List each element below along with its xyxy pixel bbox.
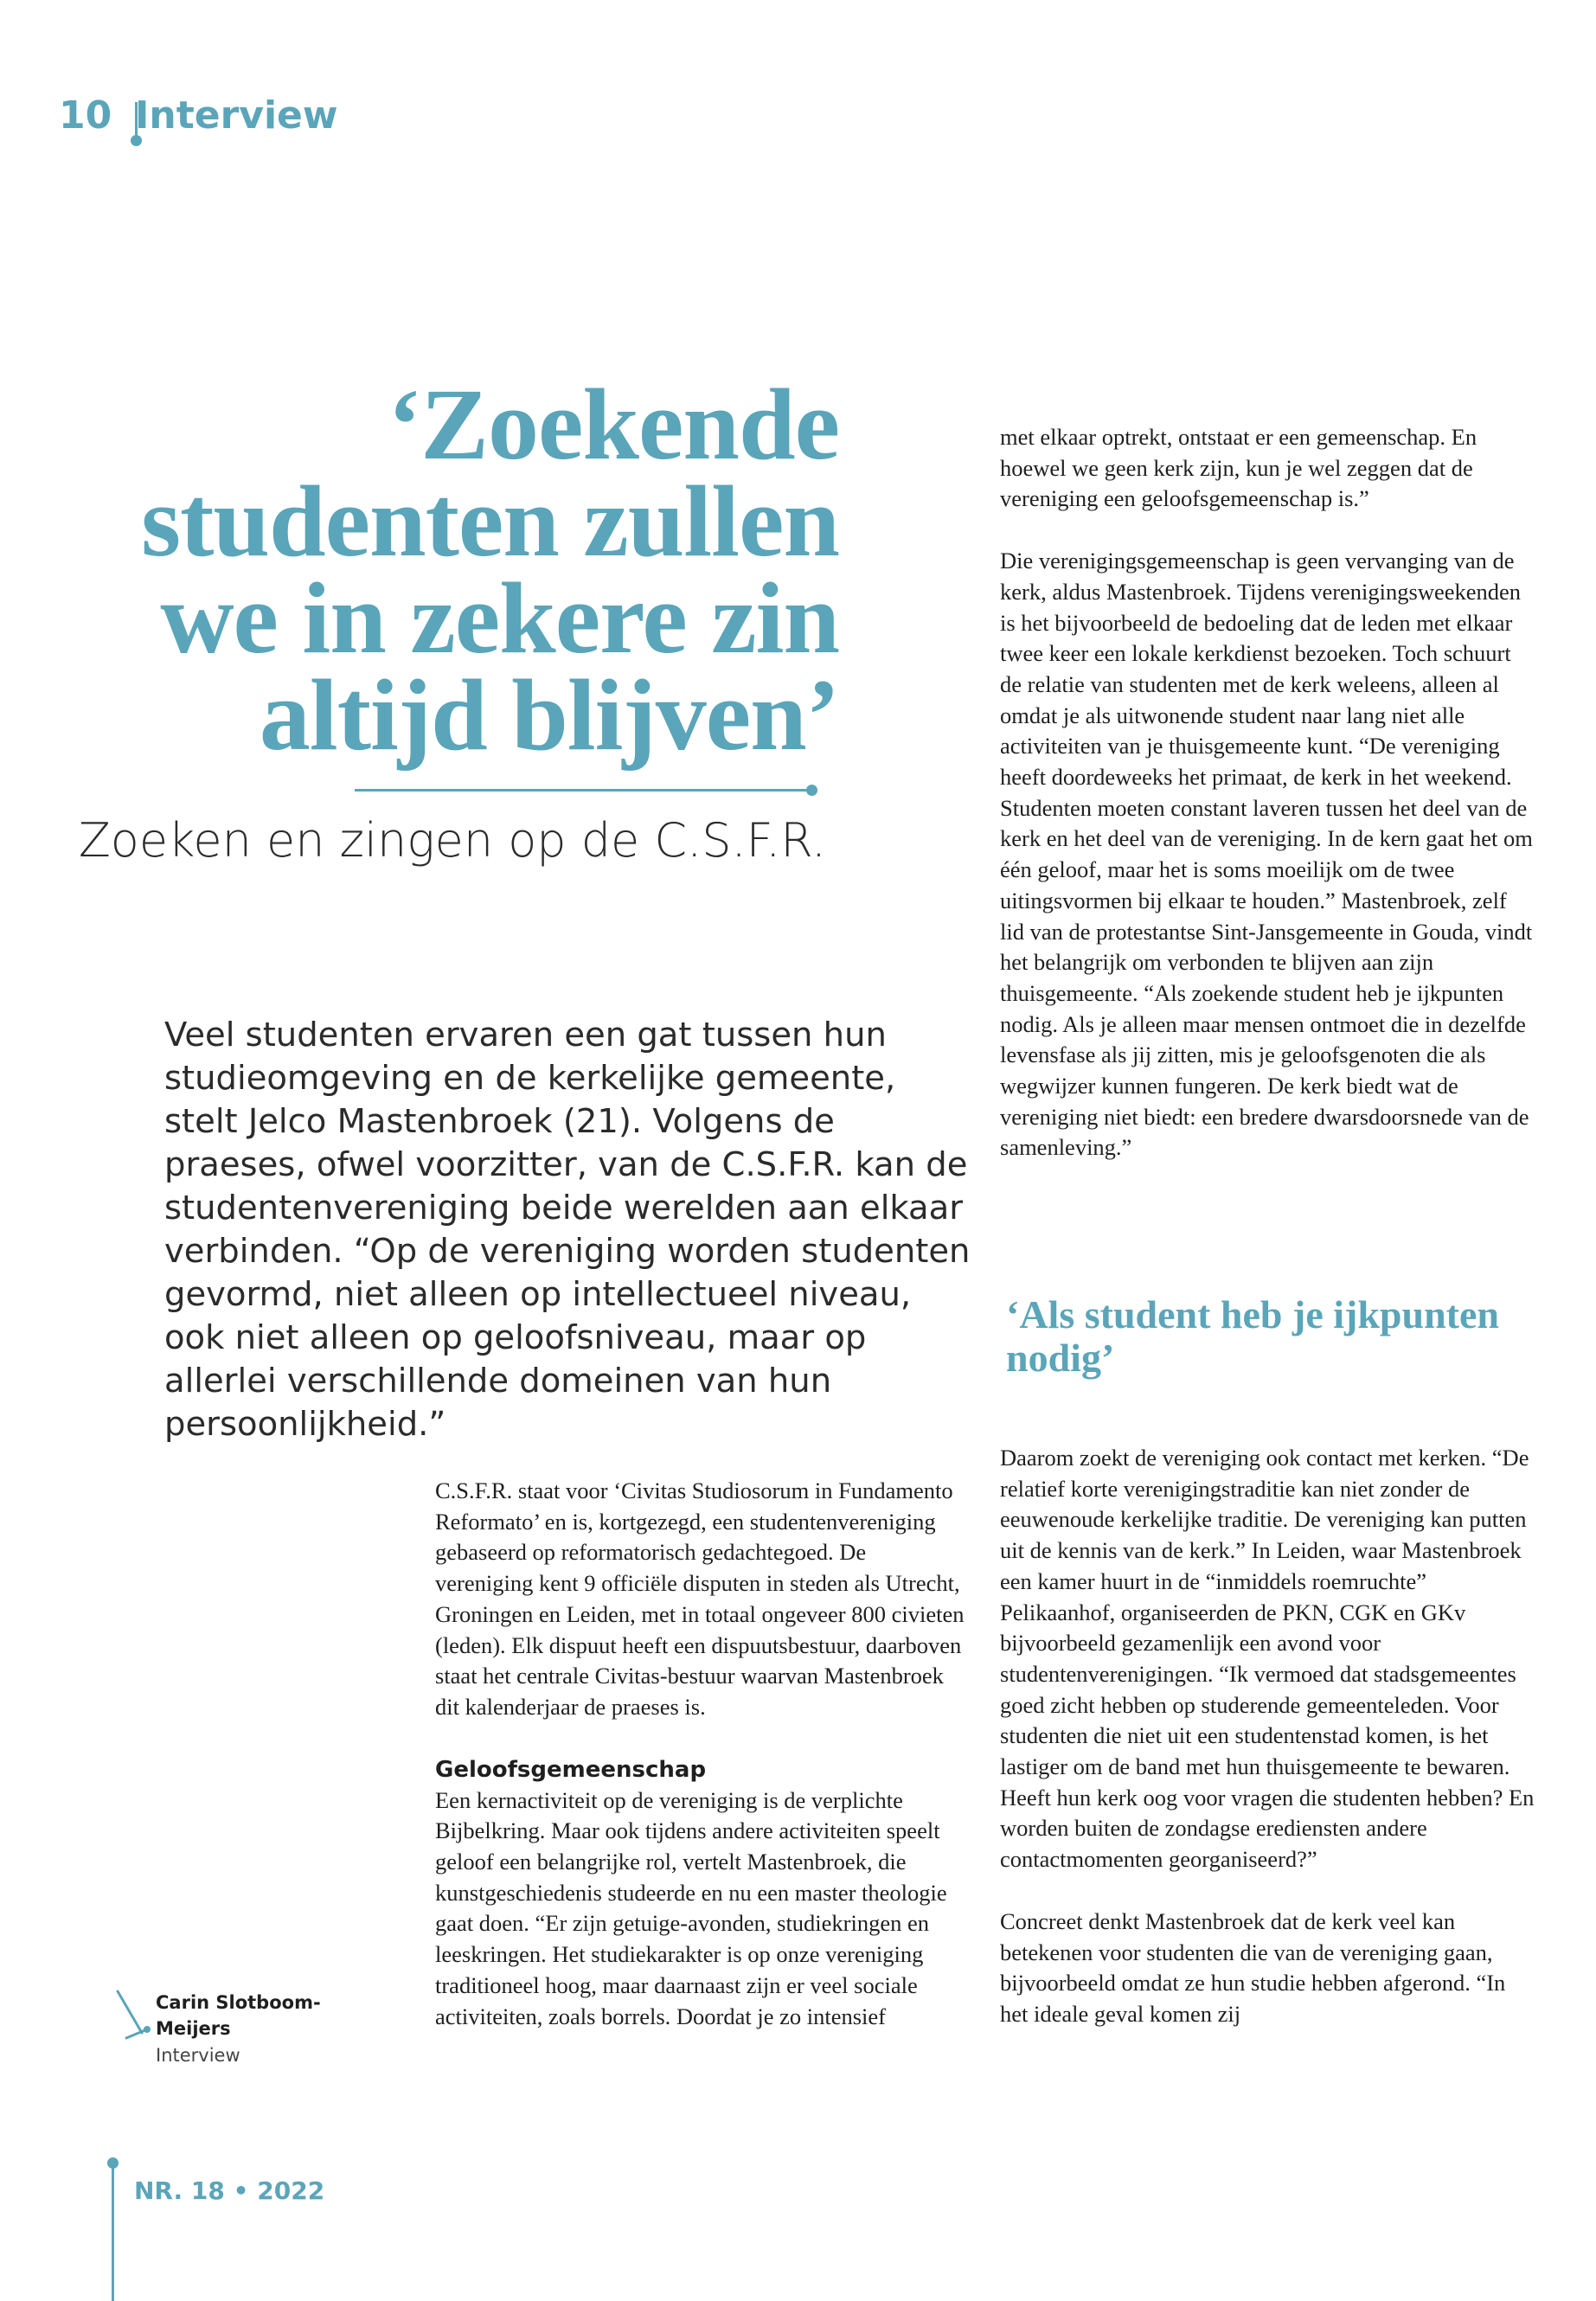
- body-paragraph: Daarom zoekt de vereniging ook contact met kerken. “De relatief korte verenigingstraditie kan niet zonder de eeuwenoude kerkelijke traditie. De vereniging kan putten uit de kennis van de kerk.” In Leiden, waar Mastenbroek een kamer huurt in de “inmiddels roemruchte” Pelikaanhof, organiseerden de PKN, CGK en GKv bijvoorbeeld gezamenlijk een avond voor studentenverenigingen. “Ik vermoed dat stadsgemeentes goed zicht hebben op studerende gemeenteleden. Voor studenten die niet uit een studentenstad komen, is het lastiger om de band met hun thuisgemeente te bewaren. Heeft hun kerk oog voor vragen die studenten hebben? En worden buiten de zondagse erediensten andere contactmomenten georganiseerd?”: [1000, 1445, 1535, 1873]
- pen-nib-icon: [112, 1988, 156, 2048]
- body-paragraph: Een kernactiviteit op de vereniging is de verplichte Bijbelkring. Maar ook tijdens andere activiteiten speelt geloof een belangrijke rol, vertelt Mastenbroek, die kunstgeschiedenis studeerde en nu een master theologie gaat doen. “Er zijn getuige-avonden, studiekringen en leeskringen. Het studiekarakter is op onze vereniging traditioneel hoog, maar daarnaast zijn er veel sociale activiteiten, zoals borrels. Doordat je zo intensief: [435, 1786, 947, 2029]
- title-line: we in zekere zin: [160, 561, 839, 675]
- body-column-right-top: [1000, 422, 1536, 1163]
- author-role: Interview: [156, 2045, 240, 2066]
- title-rule-dot: [806, 785, 817, 796]
- body-paragraph: Concreet denkt Mastenbroek dat de kerk veel kan betekenen voor studenten die van de vereniging gaan, bijvoorbeeld omdat ze hun studie hebben afgerond. “In het ideale geval komen zij: [1000, 1907, 1506, 2027]
- title-line: altijd blijven’: [259, 658, 839, 772]
- body-paragraph: met elkaar optrekt, ontstaat er een gemeenschap. En hoewel we geen kerk zijn, kun je wel zeggen dat de vereniging een geloofsgemeenschap is.”: [1000, 424, 1477, 512]
- pull-quote: ‘Als student heb je ijkpunten nodig’: [1006, 1292, 1499, 1380]
- page-number: 10: [59, 93, 112, 138]
- footer-divider-dot: [107, 2157, 119, 2169]
- article-intro: Veel studenten ervaren een gat tussen hun studieomgeving en de kerkelijke gemeente, stelt Jelco Mastenbroek (21). Volgens de praeses, ofwel voorzitter, van de C.S.F.R. kan de studentenvereniging beide werelden aan elkaar verbinden. “Op de vereniging worden studenten gevormd, niet alleen op intellectueel niveau, ook niet alleen op geloofsniveau, maar op allerlei verschillende domeinen van hun persoonlijkheid.”: [164, 1016, 971, 1444]
- body-column-middle: [435, 1476, 965, 2032]
- body-column-right-bottom: [1000, 1443, 1536, 2030]
- article-subtitle: Zoeken en zingen op de C.S.F.R.: [78, 813, 826, 868]
- section-label: Interview: [135, 93, 338, 138]
- author-name: Carin Slotboom-Meijers: [156, 1992, 321, 2039]
- body-paragraph: C.S.F.R. staat voor ‘Civitas Studiosorum in Fundamento Reformato’ en is, kortgezegd, een studentenvereniging gebaseerd op reformatorisch gedachtegoed. De vereniging kent 9 officiële disputen in steden als Utrecht, Groningen en Leiden, met in totaal ongeveer 800 civieten (leden). Elk dispuut heeft een dispuutsbestuur, daarboven staat het centrale Civitas-bestuur waarvan Mastenbroek dit kalenderjaar de praeses is.: [435, 1477, 965, 1720]
- footer-divider: [112, 2163, 114, 2301]
- issue-number: NR. 18 • 2022: [134, 2176, 325, 2205]
- title-rule: [355, 789, 813, 792]
- title-line: studenten zullen: [141, 465, 839, 578]
- title-line: ‘Zoekende: [388, 368, 839, 481]
- article-title: [52, 368, 839, 772]
- body-paragraph: Die verenigingsgemeenschap is geen vervanging van de kerk, aldus Mastenbroek. Tijdens verenigingsweekenden is het bijvoorbeeld de bedoeling dat de leden met elkaar twee keer een lokale kerkdienst bezoeken. Toch schuurt de relatie van studenten met de kerk weleens, alleen al omdat je als uitwonende student naar lang niet alle activiteiten van je thuisgemeente kunt. “De vereniging heeft doordeweeks het primaat, de kerk in het weekend. Studenten moeten constant laveren tussen het deel van de kerk en het deel van de vereniging. In de kern gaat het om één geloof, maar het is soms moeilijk om de twee uitingsvormen bij elkaar te houden.” Mastenbroek, zelf lid van de protestantse Sint-Jansgemeente in Gouda, vindt het belangrijk om verbonden te blijven aan zijn thuisgemeente. “Als zoekende student heb je ijkpunten nodig. Als je alleen maar mensen ontmoet die in dezelfde levensfase als jij zitten, mis je geloofsgenoten die als wegwijzer kunnen fungeren. De kerk biedt wat de vereniging niet biedt: een bredere dwarsdoorsnede van de samenleving.”: [1000, 548, 1533, 1161]
- section-subheading: Geloofsgemeenschap: [435, 1756, 707, 1783]
